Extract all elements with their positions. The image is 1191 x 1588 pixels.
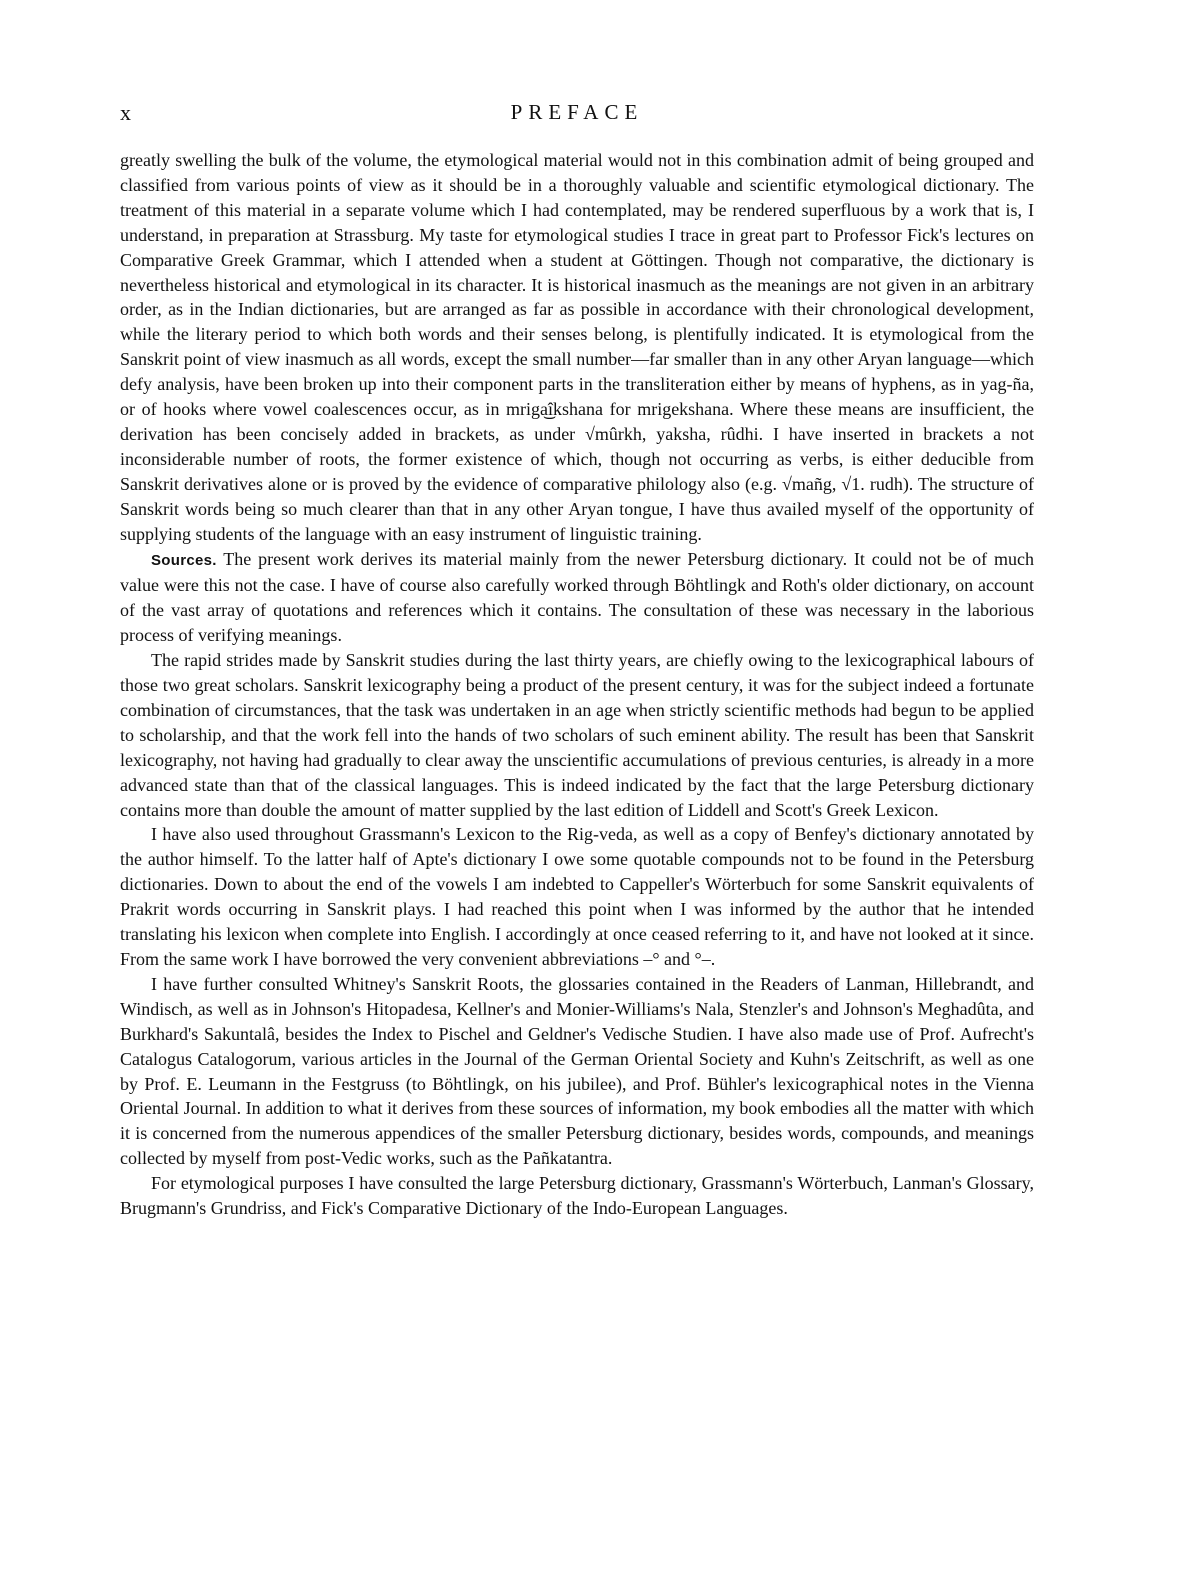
- section-lead-sources: Sources.: [151, 551, 217, 569]
- page-header: [120, 100, 1034, 130]
- page-number: x: [120, 100, 132, 125]
- running-title: PREFACE: [510, 100, 644, 124]
- paragraph-etymology: [120, 148, 1034, 547]
- paragraph-text: greatly swelling the bulk of the volume, the etymological material would not in this combination admit of being grouped and classified from various points of view as it should be in a thoroughly valuable and scientific etymological dictionary. The treatment of this material in a separate volume which I had contemplated, may be rendered superfluous by a work that is, I understand, in preparation at Strassburg. My taste for etymological studies I trace in great part to Professor Fick's lectures on Comparative Greek Grammar, which I attended when a student at Göttingen. Though not comparative, the dictionary is nevertheless historical and etymological in its character. It is historical inasmuch as the meanings are not given in an arbitrary order, as in the Indian dictionaries, but are arranged as far as possible in accordance with their chronological development, while the literary period to which both words and their senses belong, is plentifully indicated. It is etymological from the Sanskrit point of view inasmuch as all words, except the small number—far smaller than in any other Aryan language—which defy analysis, have been broken up into their component parts in the transliteration either by means of hyphens, as in yag-ña, or of hooks where vowel coalescences occur, as in mriga͜îkshana for mrigekshana. Where these means are insufficient, the derivation has been concisely added in brackets, as under √mûrkh, yaksha, rûdhi. I have inserted in brackets a not inconsiderable number of roots, the former existence of which, though not occurring as verbs, is either deducible from Sanskrit derivatives alone or is proved by the evidence of comparative philology also (e.g. √mañg, √1. rudh). The structure of Sanskrit words being so much clearer than that in any other Aryan tongue, I have thus availed myself of the opportunity of supplying students of the language with an easy instrument of linguistic training.: [120, 150, 1034, 544]
- paragraph-text: For etymological purposes I have consulted the large Petersburg dictionary, Grassmann's Wörterbuch, Lanman's Glossary, Brugmann's Grundriss, and Fick's Comparative Dictionary of the Indo-European Languages.: [120, 1173, 1034, 1219]
- paragraph-text: The present work derives its material mainly from the newer Petersburg dictionary. It could not be of much value were this not the case. I have of course also carefully worked through Böhtlingk and Roth's older dictionary, on account of the vast array of quotations and references which it contains. The consultation of these was necessary in the laborious process of verifying meanings.: [120, 548, 1034, 646]
- paragraph-grassmann: [120, 822, 1034, 971]
- paragraph-text: I have also used throughout Grassmann's Lexicon to the Rig-veda, as well as a copy of Benfey's dictionary annotated by the author himself. To the latter half of Apte's dictionary I owe some quotable compounds not to be found in the Petersburg dictionaries. Down to about the end of the vowels I am indebted to Cappeller's Wörterbuch for some Sanskrit equivalents of Prakrit words occurring in Sanskrit plays. I had reached this point when I was informed by the author that he intended translating his lexicon when complete into English. I accordingly at once ceased referring to it, and have not looked at it since. From the same work I have borrowed the very convenient abbreviations –° and °–.: [120, 824, 1034, 969]
- paragraph-lexicography: [120, 648, 1034, 822]
- paragraph-etymological-purposes: [120, 1171, 1034, 1221]
- paragraph-text: I have further consulted Whitney's Sanskrit Roots, the glossaries contained in the Readers of Lanman, Hillebrandt, and Windisch, as well as in Johnson's Hitopadesa, Kellner's and Monier-Williams's Nala, Stenzler's and Johnson's Meghadûta, and Burkhard's Sakuntalâ, besides the Index to Pischel and Geldner's Vedische Studien. I have also made use of Prof. Aufrecht's Catalogus Catalogorum, various articles in the Journal of the German Oriental Society and Kuhn's Zeitschrift, as well as one by Prof. E. Leumann in the Festgruss (to Böhtlingk, on his jubilee), and Prof. Bühler's lexicographical notes in the Vienna Oriental Journal. In addition to what it derives from these sources of information, my book embodies all the matter with which it is concerned from the numerous appendices of the smaller Petersburg dictionary, besides words, compounds, and meanings collected by myself from post-Vedic works, such as the Pañkatantra.: [120, 973, 1034, 1169]
- paragraph-text: The rapid strides made by Sanskrit studies during the last thirty years, are chiefly owing to the lexicographical labours of those two great scholars. Sanskrit lexicography being a product of the present century, it was for the subject indeed a fortunate combination of circumstances, that the task was undertaken in an age when strictly scientific methods had begun to be applied to scholarship, and that the work fell into the hands of two scholars of such eminent ability. The result has been that Sanskrit lexicography, not having had gradually to clear away the unscientific accumulations of previous centuries, is already in a more advanced state than that of the classical languages. This is indeed indicated by the fact that the large Petersburg dictionary contains more than double the amount of matter supplied by the last edition of Liddell and Scott's Greek Lexicon.: [120, 650, 1034, 820]
- paragraph-further-sources: [120, 972, 1034, 1171]
- preface-body: [120, 148, 1034, 1221]
- paragraph-sources: [120, 547, 1034, 649]
